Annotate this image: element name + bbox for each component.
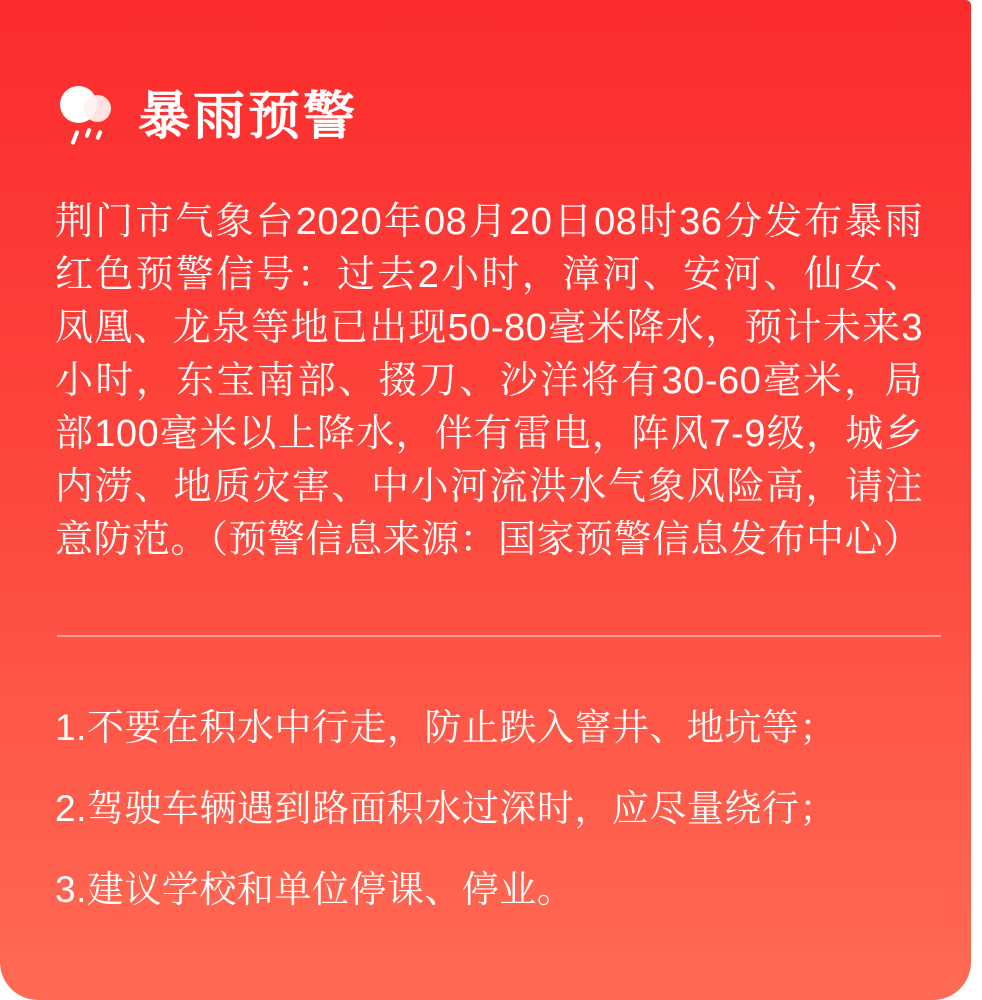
guideline-item-2: 2.驾驶车辆遇到路面积水过深时，应尽量绕行； — [55, 788, 837, 829]
alert-description: 荆门市气象台2020年08月20日08时36分发布暴雨红色预警信号：过去2小时，漳河、安河、仙女、凤凰、龙泉等地已出现50-80毫米降水，预计未来3小时，东宝南部、掇刀、沙洋将有30-60毫米，局部100毫米以上降水，伴有雷电，阵风7-9级，城乡内涝、地质灾害、中小河流洪水气象风险高，请注意防范。（预警信息来源：国家预警信息发布中心） — [55, 201, 923, 561]
guideline-list — [55, 703, 923, 915]
guideline-item-3: 3.建议学校和单位停课、停业。 — [55, 869, 575, 910]
rain-drop — [70, 130, 79, 145]
rain-cloud-icon — [60, 84, 114, 150]
rain-drop — [95, 130, 102, 141]
guideline-item-1: 1.不要在积水中行走，防止跌入窨井、地坑等； — [55, 707, 837, 748]
divider — [57, 635, 941, 637]
cloud-small-shape — [84, 95, 111, 122]
rain-drop — [84, 128, 91, 139]
page-title: 暴雨预警 — [138, 88, 359, 146]
alert-header — [60, 84, 923, 150]
